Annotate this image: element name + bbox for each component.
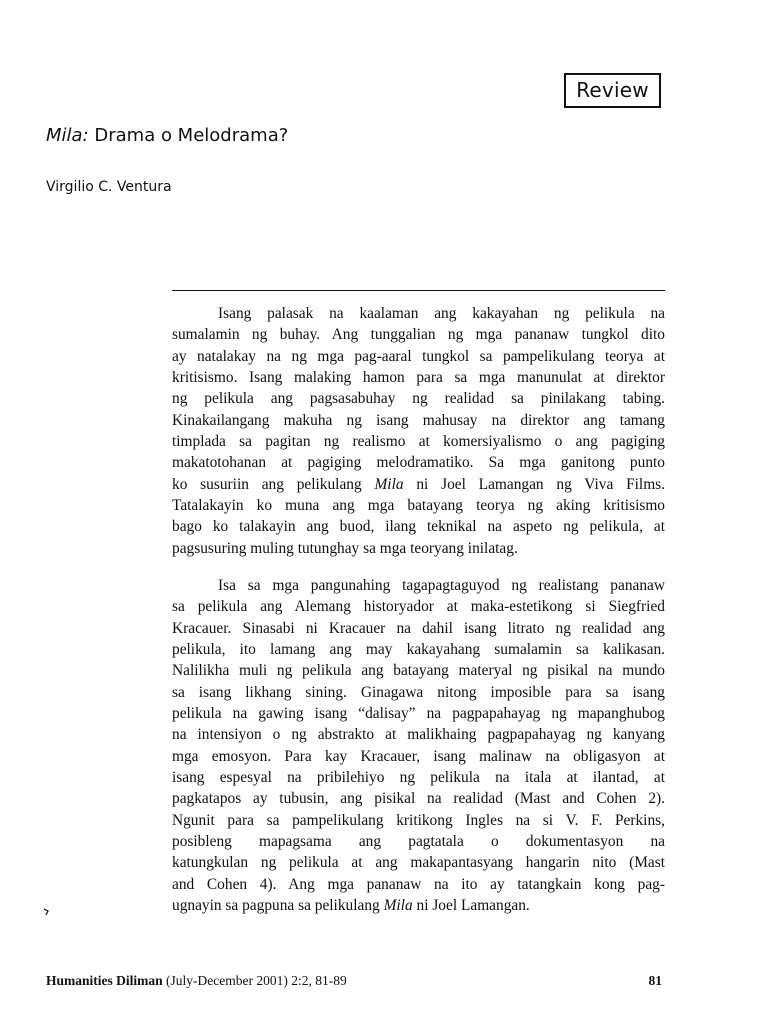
- section-label-box: [564, 73, 661, 108]
- journal-citation: [46, 972, 347, 990]
- text-line: sa isang likhang sining. Ginagawa nitong imposible para sa isang: [172, 683, 665, 701]
- text-line: kritisismo. Isang malaking hamon para sa mga manunulat at direktor: [172, 369, 665, 387]
- film-title: Mila: [374, 475, 404, 493]
- text-line: pagsusuring muling tutunghay sa mga teoryang inilatag.: [172, 539, 518, 557]
- text-line: na intensiyon o ng abstrakto at malikhaing pagpapahayag ng kanyang: [172, 726, 665, 744]
- article-title-rest: Drama o Melodrama?: [94, 125, 289, 146]
- text-line: Isa sa mga pangunahing tagapagtaguyod ng realistang pananaw: [218, 577, 665, 594]
- text-line: posibleng mapagsama ang pagtatala o dokumentasyon na: [172, 833, 665, 851]
- section-label: Review: [576, 78, 649, 102]
- page-number: 81: [648, 973, 662, 988]
- text-line: sumalamin ng buhay. Ang tunggalian ng mga pananaw tungkol dito: [172, 326, 665, 344]
- text-line: pagkatapos ay tubusin, ang pisikal na realidad (Mast and Cohen 2).: [172, 790, 665, 808]
- paragraph-1: [172, 303, 665, 559]
- text-line: Kinakailangang makuha ng isang mahusay na direktor ang tamang: [172, 411, 665, 429]
- text-line: Kracauer. Sinasabi ni Kracauer na dahil isang litrato ng realidad ang: [172, 619, 665, 637]
- journal-issue: (July-December 2001) 2:2, 81-89: [162, 973, 347, 988]
- article-title: [46, 124, 288, 148]
- text-line: sa pelikula ang Alemang historyador at maka-estetikong si Siegfried: [172, 598, 665, 616]
- paragraph-2: [172, 575, 665, 917]
- text-line: pelikula na gawing isang “dalisay” na pagpapahayag ng mapanghubog: [172, 705, 665, 723]
- scan-speck: [43, 908, 49, 916]
- author-name: Virgilio C. Ventura: [46, 179, 172, 195]
- text-run: ko susuriin ang pelikulang: [172, 475, 375, 493]
- text-line: Nalilikha muli ng pelikula ang batayang materyal ng pisikal na mundo: [172, 662, 665, 680]
- film-title: Mila: [383, 897, 413, 915]
- text-line: ng pelikula ang pagsasabuhay ng realidad sa pinilakang tabing.: [172, 390, 665, 408]
- text-line: [172, 895, 665, 916]
- journal-name: Humanities Diliman: [46, 973, 163, 988]
- text-line: [172, 474, 665, 495]
- text-run: ni Joel Lamangan.: [412, 897, 530, 915]
- text-line: pelikula, ito lamang ang may kakayahang sumalamin sa kalikasan.: [172, 641, 665, 659]
- text-line: ay natalakay na ng mga pag-aaral tungkol sa pampelikulang teorya at: [172, 347, 665, 365]
- text-line: Ngunit para sa pampelikulang kritikong Ingles na si V. F. Perkins,: [172, 811, 665, 829]
- divider-rule: [172, 290, 665, 291]
- text-line: katungkulan ng pelikula at ang makapantasyang hangarin nito (Mast: [172, 854, 665, 872]
- text-line: timplada sa pagitan ng realismo at komersiyalismo o ang pagiging: [172, 433, 665, 451]
- text-line: mga emosyon. Para kay Kracauer, isang malinaw na obligasyon at: [172, 747, 665, 765]
- text-line: and Cohen 4). Ang mga pananaw na ito ay tatangkain kong pag-: [172, 875, 665, 893]
- text-line: Tatalakayin ko muna ang mga batayang teorya ng aking kritisismo: [172, 497, 665, 515]
- text-run: ugnayin sa pagpuna sa pelikulang: [172, 897, 384, 915]
- article-title-italic: Mila:: [46, 125, 89, 146]
- text-line: bago ko talakayin ang buod, ilang teknikal na aspeto ng pelikula, at: [172, 518, 665, 536]
- text-line: isang espesyal na pribilehiyo ng pelikula na itala at ilantad, at: [172, 769, 665, 787]
- text-line: makatotohanan at pagiging melodramatiko. Sa mga ganitong punto: [172, 454, 665, 472]
- text-line: Isang palasak na kaalaman ang kakayahan ng pelikula na: [218, 305, 665, 322]
- text-run: ni Joel Lamangan ng Viva Films.: [403, 475, 665, 493]
